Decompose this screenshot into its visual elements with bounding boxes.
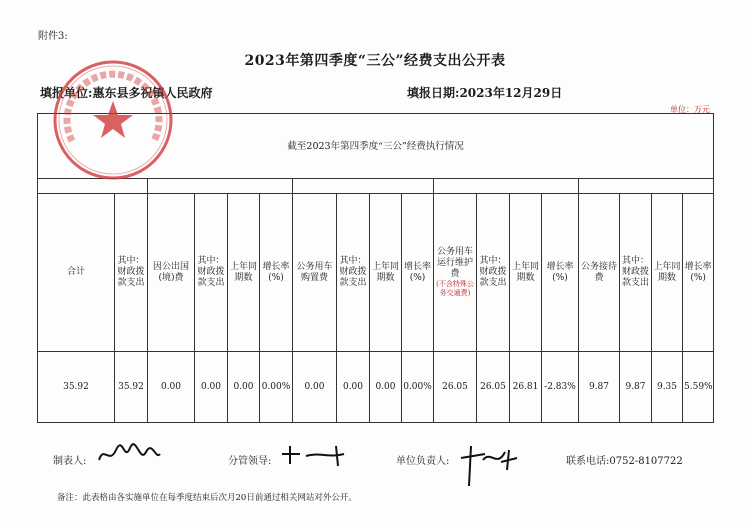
maker-label: 制表人: [53, 456, 87, 467]
fill-date-value: 2023年12月29日 [459, 86, 563, 100]
col-header-growth: 增长率(%) [542, 194, 579, 352]
col-header-car-running [434, 194, 477, 352]
leader-label: 分管领导: [228, 456, 272, 467]
value-cell: -2.83% [542, 352, 579, 423]
phone-value: 0752-8107722 [609, 456, 683, 467]
col-header-last-year: 上年同期数 [228, 194, 260, 352]
fill-date [407, 84, 562, 101]
car-running-label: 公务用车运行维护费 [436, 247, 473, 279]
spacer-cell [434, 179, 579, 194]
car-running-note: (不含特殊公务交通费) [436, 280, 474, 297]
annex-label: 附件3: [38, 31, 68, 42]
value-cell: 35.92 [115, 352, 148, 423]
value-cell: 0.00 [293, 352, 337, 423]
col-header-growth: 增长率(%) [260, 194, 293, 352]
value-cell: 0.00 [228, 352, 260, 423]
phone-label: 联系电话: [566, 456, 610, 467]
filler-label: 填报单位: [40, 86, 93, 100]
table-header-row [38, 194, 714, 352]
col-header-fiscal: 其中：财政拨款支出 [195, 194, 228, 352]
value-cell: 0.00% [260, 352, 293, 423]
col-header-fiscal: 其中：财政拨款支出 [620, 194, 652, 352]
fill-date-label: 填报日期: [407, 86, 460, 100]
col-header-abroad: 因公出国(境)费 [148, 194, 195, 352]
spacer-cell [38, 179, 148, 194]
col-header-car-purchase: 公务用车购置费 [293, 194, 337, 352]
value-cell: 5.59% [683, 352, 714, 423]
value-cell: 0.00 [337, 352, 370, 423]
col-header-fiscal: 其中：财政拨款支出 [115, 194, 148, 352]
value-cell: 0.00% [402, 352, 434, 423]
col-header-last-year: 上年同期数 [370, 194, 402, 352]
phone [566, 452, 683, 467]
unit-label: 单位：万元 [670, 105, 710, 114]
col-header-reception: 公务接待费 [579, 194, 620, 352]
filler-unit [40, 84, 212, 101]
col-header-fiscal: 其中：财政拨款支出 [337, 194, 370, 352]
value-cell: 26.05 [434, 352, 477, 423]
value-cell: 9.87 [620, 352, 652, 423]
value-cell: 0.00 [370, 352, 402, 423]
value-cell: 9.35 [652, 352, 683, 423]
expense-table [37, 113, 714, 423]
head-label: 单位负责人: [396, 456, 450, 467]
col-header-last-year: 上年同期数 [510, 194, 542, 352]
value-cell: 26.05 [477, 352, 510, 423]
col-header-total: 合计 [38, 194, 115, 352]
col-header-growth: 增长率(%) [683, 194, 714, 352]
value-cell: 35.92 [38, 352, 115, 423]
table-caption: 截至2023年第四季度“三公”经费执行情况 [38, 114, 714, 179]
footnote: 备注：此表格由各实施单位在每季度结束后次月20日前通过相关网站对外公开。 [57, 493, 357, 503]
filler-value: 惠东县多祝镇人民政府 [92, 86, 213, 100]
value-cell: 9.87 [579, 352, 620, 423]
col-header-growth: 增长率(%) [402, 194, 434, 352]
value-cell: 26.81 [510, 352, 542, 423]
page-title: 2023年第四季度“三公”经费支出公开表 [244, 53, 506, 69]
spacer-cell [579, 179, 714, 194]
col-header-fiscal: 其中：财政拨款支出 [477, 194, 510, 352]
value-cell: 0.00 [148, 352, 195, 423]
spacer-cell [293, 179, 434, 194]
value-cell: 0.00 [195, 352, 228, 423]
table-row [38, 352, 714, 423]
col-header-last-year: 上年同期数 [652, 194, 683, 352]
table-spacer-row [38, 179, 714, 194]
spacer-cell [148, 179, 293, 194]
